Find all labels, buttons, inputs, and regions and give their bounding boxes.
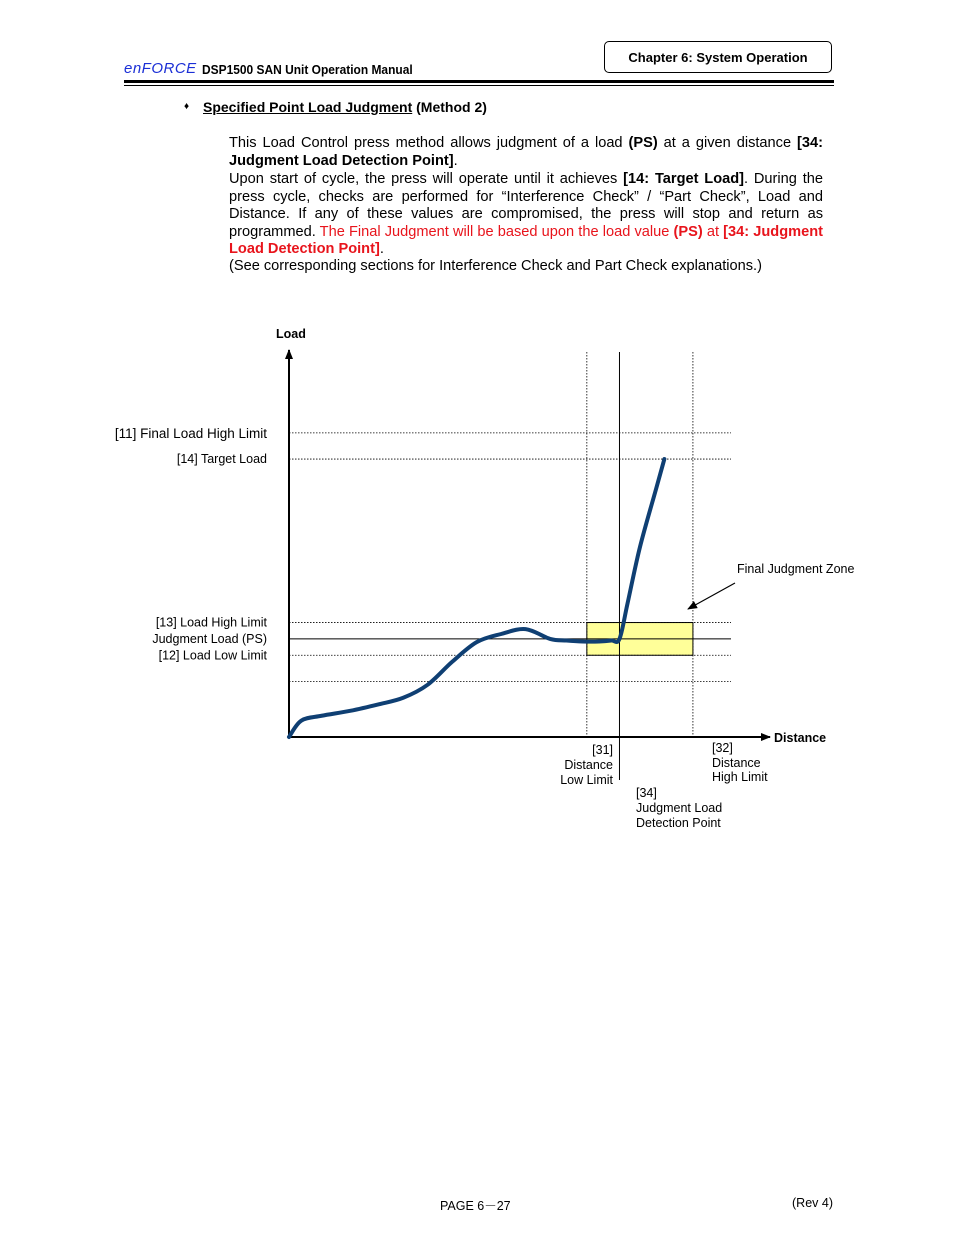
x-axis-label: Distance — [774, 731, 827, 745]
label-31-line2: Distance — [564, 758, 613, 772]
label-34-line2: Judgment Load — [636, 801, 723, 815]
annotation-final-judgment-zone: Final Judgment Zone — [737, 562, 855, 576]
bullet-diamond: ♦ — [184, 101, 190, 112]
chapter-title — [604, 41, 832, 73]
chapter-label: Chapter 6: System Operation — [628, 49, 808, 65]
label-34-num: [34] — [636, 786, 657, 800]
annotation-arrow — [688, 583, 735, 609]
label-judgment-load: Judgment Load (PS) — [152, 631, 267, 646]
y-axis-label: Load — [276, 327, 306, 341]
paragraph-see-also: (See corresponding sections for Interference Check and Part Check explanations.) — [229, 258, 762, 274]
page-number: PAGE 6－27 — [440, 1199, 511, 1213]
load-distance-chart — [0, 300, 954, 860]
label-target-load: [14] Target Load — [176, 452, 267, 467]
section-heading — [203, 99, 487, 115]
label-31-line3: Low Limit — [560, 773, 613, 787]
text: at — [702, 223, 724, 240]
text: (PS) — [628, 135, 658, 151]
paragraph-intro — [229, 135, 823, 170]
label-32-line3: High Limit — [712, 770, 768, 784]
text: at a given distance — [657, 135, 798, 151]
text: . — [453, 152, 458, 169]
label-load-low-limit: [12] Load Low Limit — [158, 648, 267, 663]
text: The Final Judgment will be based upon the load value — [319, 223, 674, 240]
revision: (Rev 4) — [792, 1196, 833, 1210]
text: [34: Judgment Load Detection Point] — [229, 135, 823, 169]
manual-title: DSP1500 SAN Unit Operation Manual — [202, 62, 413, 77]
text: [34: Judgment Load Detection Point] — [229, 223, 823, 258]
section-heading-title: Specified Point Load Judgment — [203, 99, 413, 115]
text: [14: Target Load] — [623, 171, 745, 187]
paragraph-cycle — [229, 171, 823, 259]
text: Upon start of cycle, the press will operate until it achieves — [229, 171, 624, 187]
text: (PS) — [673, 223, 703, 240]
header-rule-thick — [124, 80, 834, 83]
label-31-num: [31] — [592, 743, 613, 757]
header-rule-thin — [124, 85, 834, 86]
label-load-high-limit: [13] Load High Limit — [155, 615, 267, 630]
label-final-load-high-limit: [11] Final Load High Limit — [114, 425, 267, 441]
text: This Load Control press method allows judgment of a load — [229, 135, 629, 151]
section-heading-method: (Method 2) — [412, 99, 487, 115]
label-32-num: [32] — [712, 741, 733, 755]
text: . — [379, 241, 384, 258]
label-34-line3: Detection Point — [636, 816, 721, 830]
text: . During the press cycle, checks are performed for “Interference Check” / “Part Check”, Load and Distance. If any of these values are compromised, the press will stop and return as programmed. — [229, 171, 823, 240]
enforce-logo: enFORCE — [124, 60, 197, 77]
series-line-load-curve — [289, 459, 664, 737]
label-32-line2: Distance — [712, 756, 761, 770]
